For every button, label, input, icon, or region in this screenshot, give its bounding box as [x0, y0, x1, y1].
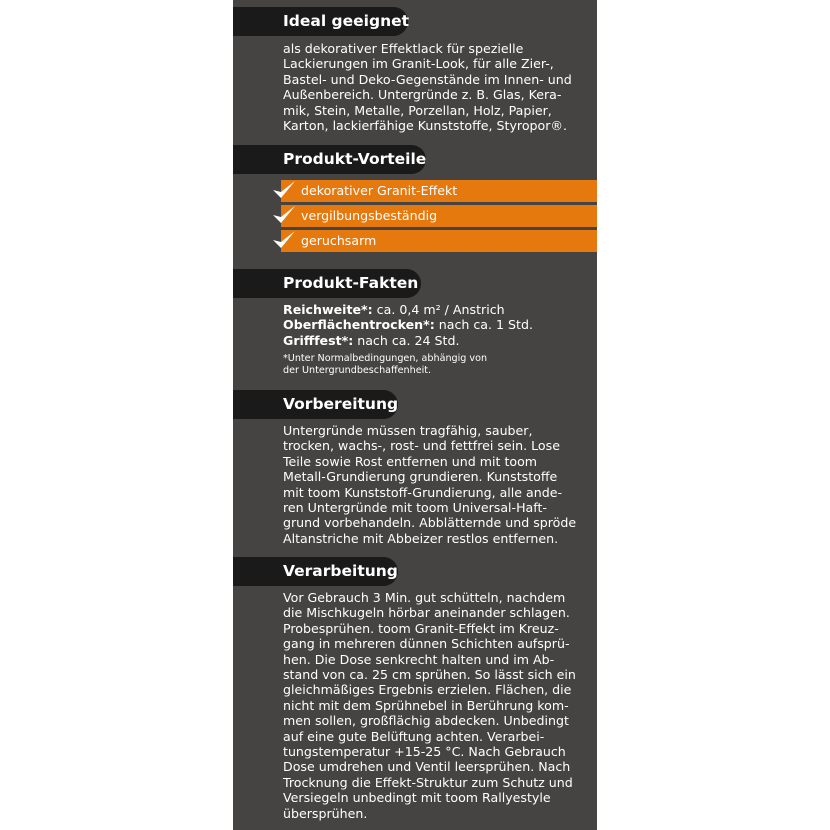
text-line: als dekorativer Effektlack für spezielle	[283, 41, 524, 56]
advantage-label: vergilbungsbeständig	[301, 208, 438, 223]
text-line: Probesprühen. toom Granit-Effekt im Kreuz-	[283, 620, 559, 636]
footnote-line: der Untergrundbeschaffenheit.	[283, 365, 432, 376]
section-header-vorteile: Produkt-Vorteile	[233, 145, 426, 174]
text-line: Altanstriche mit Abbeizer restlos entfernen.	[283, 530, 559, 546]
advantage-item	[281, 205, 597, 227]
text-line: Karton, lackierfähige Kunststoffe, Styropor®.	[283, 118, 567, 134]
text-line: hen. Die Dose senkrecht halten und im Ab-	[283, 651, 555, 667]
fact-value: ca. 0,4 m² / Anstrich	[372, 302, 505, 317]
section-header-verarbeitung: Verarbeitung	[233, 557, 398, 586]
advantage-label: geruchsarm	[301, 233, 377, 248]
text-line: Bastel- und Deko-Gegenstände im Innen- und	[283, 71, 572, 87]
text-line: tungstemperatur +15-25 °C. Nach Gebrauch	[283, 744, 566, 760]
footnote	[283, 353, 487, 377]
checkmark-icon	[271, 227, 297, 253]
text-line: übersprühen.	[283, 805, 368, 821]
text-line: Versiegeln unbedingt mit toom Rallyestyle	[283, 790, 551, 806]
advantage-item	[281, 180, 597, 202]
text-line: ren Untergründe mit toom Universal-Haft-	[283, 500, 547, 516]
footnote-line: *Unter Normalbedingungen, abhängig von	[283, 353, 488, 364]
advantage-item	[281, 230, 597, 252]
fact-row	[283, 317, 593, 332]
section-header-fakten: Produkt-Fakten	[233, 269, 421, 298]
text-line: trocken, wachs-, rost- und fettfrei sein. Lose	[283, 438, 560, 454]
facts-list	[283, 302, 593, 348]
text-line: Vor Gebrauch 3 Min. gut schütteln, nachdem	[283, 590, 566, 605]
text-line: auf eine gute Belüftung achten. Verarbei-	[283, 728, 545, 744]
ideal-text	[283, 41, 593, 133]
text-line: gang in mehreren dünnen Schichten aufsprü-	[283, 636, 570, 652]
text-line: men sollen, großflächig abdecken. Unbedingt	[283, 713, 569, 729]
text-line: gleichmäßiges Ergebnis erzielen. Flächen, die	[283, 682, 572, 698]
text-line: grund vorbehandeln. Abblätternde und spröde	[283, 515, 577, 531]
checkmark-icon	[271, 177, 297, 203]
fact-value: nach ca. 1 Std.	[434, 317, 533, 333]
text-line: Dose umdrehen und Ventil leersprühen. Nach	[283, 759, 571, 775]
verarbeitung-text	[283, 590, 593, 821]
fact-row	[283, 302, 593, 317]
text-line: die Mischkugeln hörbar aneinander schlagen.	[283, 605, 570, 621]
text-line: Trocknung die Effekt-Struktur zum Schutz und	[283, 774, 573, 790]
text-line: Außenbereich. Untergründe z. B. Glas, Kera-	[283, 87, 562, 103]
fact-row	[283, 333, 593, 348]
text-line: Metall-Grundierung grundieren. Kunststoffe	[283, 469, 558, 485]
section-header-ideal: Ideal geeignet	[233, 7, 408, 36]
product-info-panel	[233, 0, 597, 830]
text-line: mik, Stein, Metalle, Porzellan, Holz, Papier,	[283, 102, 552, 118]
fact-label: Reichweite*:	[283, 302, 373, 317]
advantage-label: dekorativer Granit-Effekt	[301, 183, 458, 198]
checkmark-icon	[271, 202, 297, 228]
text-line: mit toom Kunststoff-Grundierung, alle ande-	[283, 484, 563, 500]
text-line: nicht mit dem Sprühnebel in Berührung kom-	[283, 697, 569, 713]
fact-value: nach ca. 24 Std.	[353, 332, 460, 348]
section-header-vorbereitung: Vorbereitung	[233, 390, 398, 419]
text-line: Lackierungen im Granit-Look, für alle Zier-,	[283, 56, 554, 72]
text-line: Teile sowie Rost entfernen und mit toom	[283, 453, 538, 469]
fact-label: Grifffest*:	[283, 332, 354, 348]
text-line: Untergründe müssen tragfähig, sauber,	[283, 423, 533, 438]
text-line: stand von ca. 25 cm sprühen. So lässt sich ein	[283, 667, 576, 683]
vorbereitung-text	[283, 423, 593, 546]
fact-label: Oberflächentrocken*:	[283, 317, 435, 333]
